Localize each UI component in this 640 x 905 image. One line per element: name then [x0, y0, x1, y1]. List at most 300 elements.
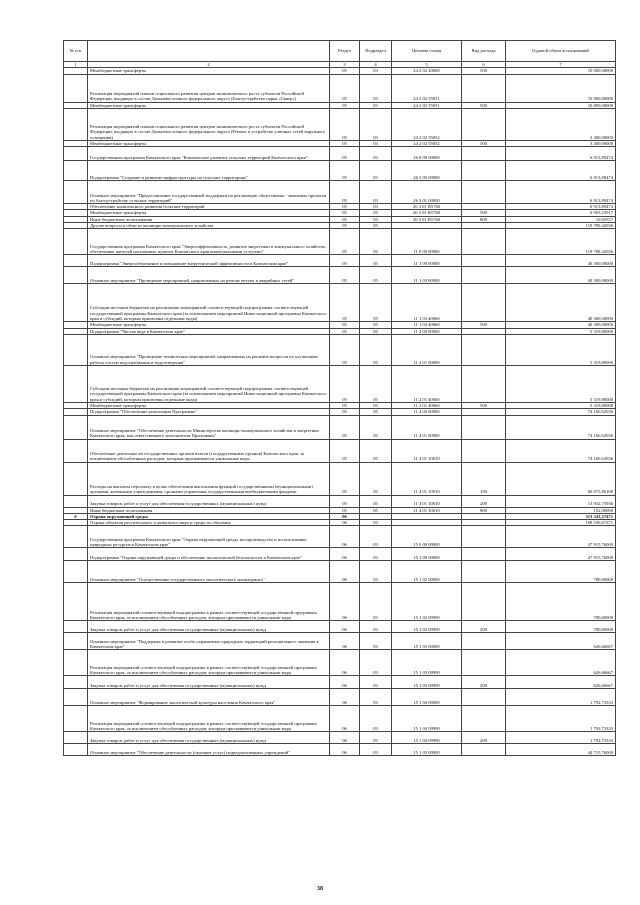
row-name-cell: Межбюджетные трансферты [88, 210, 330, 216]
row-razdel-cell: 05 [330, 409, 360, 415]
row-target-article-cell: 15 1 04 09990 [392, 706, 462, 732]
row-amount-cell: 10,65557 [506, 216, 616, 222]
row-target-article-cell: 24 2 02 55052 [392, 140, 462, 146]
row-expense-type-cell [462, 284, 506, 322]
column-index: 1 [64, 62, 88, 68]
row-amount-cell: 60 075,86100 [506, 462, 616, 495]
row-razdel-cell: 05 [330, 334, 360, 365]
row-name-cell: Реализация мероприятий планов социального развития центров экономического роста субъектов Российской Федерации, входящих в состав Дальневосточного федерального округа (Ремонт и устройство уличных сетей наружного освещения) [88, 108, 330, 140]
row-razdel-cell: 05 [330, 365, 360, 402]
row-amount-cell: 626,66667 [506, 676, 616, 689]
table-row [64, 548, 616, 561]
row-expense-type-cell [462, 181, 506, 204]
page-number: 38 [317, 886, 323, 892]
row-target-article-cell: 11 1 03 40060 [392, 284, 462, 322]
row-amount-cell: 3 400,00000 [506, 108, 616, 140]
row-razdel-cell: 05 [330, 147, 360, 161]
row-target-article-cell: 24 2 02 55051 [392, 74, 462, 102]
row-amount-cell: 10 000,00000 [506, 68, 616, 74]
row-podrazdel-cell: 05 [360, 223, 392, 229]
row-target-article-cell: 15 1 04 00000 [392, 689, 462, 706]
table-row [64, 74, 616, 102]
row-target-article-cell: 11 4 01 10010 [392, 439, 462, 462]
row-razdel-cell: 06 [330, 561, 360, 583]
row-razdel-cell: 05 [330, 229, 360, 255]
table-row [64, 147, 616, 161]
row-name-cell: Основное мероприятие "Обеспечение деятельности (оказание услуг) подведомственных учреждений" [88, 744, 330, 756]
row-name-cell: Реализация мероприятий соответствующей подпрограммы в рамках соответствующей государственной программы Камчатского края, за исключением обособленных расходов, которым присваиваются уникальные коды [88, 650, 330, 676]
table-row [64, 526, 616, 548]
row-number-cell [64, 583, 88, 621]
column-index: 6 [462, 62, 506, 68]
row-podrazdel-cell: 03 [360, 147, 392, 161]
row-expense-type-cell [462, 267, 506, 284]
row-number-cell [64, 744, 88, 756]
row-number-cell [64, 650, 88, 676]
table-row [64, 439, 616, 462]
row-expense-type-cell [462, 147, 506, 161]
row-expense-type-cell: 500 [462, 210, 506, 216]
row-number-cell [64, 255, 88, 267]
row-razdel-cell: 05 [330, 402, 360, 408]
row-podrazdel-cell: 03 [360, 181, 392, 204]
budget-table [63, 40, 616, 756]
row-podrazdel-cell: 03 [360, 204, 392, 210]
row-name-cell: Охрана окружающей среды [88, 513, 330, 519]
row-number-cell [64, 495, 88, 507]
row-number-cell [64, 334, 88, 365]
row-amount-cell: 40 300,00000 [506, 255, 616, 267]
row-target-article-cell: 11 4 01 10010 [392, 495, 462, 507]
row-expense-type-cell [462, 108, 506, 140]
row-name-cell: Межбюджетные трансферты [88, 102, 330, 108]
row-target-article-cell: 26 3 01 00000 [392, 181, 462, 204]
row-target-article-cell: 15 1 00 00000 [392, 548, 462, 561]
row-razdel-cell: 05 [330, 161, 360, 181]
row-amount-cell: 313 343,37471 [506, 513, 616, 519]
table-row [64, 561, 616, 583]
row-number-cell [64, 108, 88, 140]
row-podrazdel-cell: 03 [360, 583, 392, 621]
row-name-cell: Межбюджетные трансферты [88, 402, 330, 408]
row-amount-cell: 1 792,73333 [506, 689, 616, 706]
row-amount-cell: 119 780,42036 [506, 229, 616, 255]
row-expense-type-cell: 500 [462, 322, 506, 328]
row-number-cell [64, 676, 88, 689]
row-number-cell [64, 689, 88, 706]
table-row [64, 462, 616, 495]
row-name-cell: Реализация мероприятий планов социального развития центров экономического роста субъектов Российской Федерации, входящих в состав Дальневосточного федерального округа (Благоустройство парка «Сквер») [88, 74, 330, 102]
table-row [64, 495, 616, 507]
row-podrazdel-cell: 03 [360, 216, 392, 222]
row-number-cell [64, 561, 88, 583]
row-razdel-cell: 06 [330, 633, 360, 650]
row-razdel-cell: 06 [330, 676, 360, 689]
row-amount-cell: 74 160,62036 [506, 415, 616, 439]
row-razdel-cell: 05 [330, 102, 360, 108]
table-row [64, 633, 616, 650]
row-razdel-cell: 05 [330, 204, 360, 210]
table-row [64, 255, 616, 267]
row-target-article-cell: 24 2 02 55052 [392, 108, 462, 140]
row-razdel-cell: 05 [330, 255, 360, 267]
row-name-cell: Закупка товаров, работ и услуг для обеспечения государственных (муниципальных) нужд [88, 732, 330, 744]
row-razdel-cell: 06 [330, 526, 360, 548]
table-row [64, 267, 616, 284]
row-target-article-cell: 26 3 00 00000 [392, 161, 462, 181]
row-amount-cell: 47 915,76000 [506, 548, 616, 561]
row-name-cell: Межбюджетные трансферты [88, 322, 330, 328]
row-target-article-cell: 24 2 02 40060 [392, 68, 462, 74]
row-razdel-cell: 06 [330, 744, 360, 756]
row-podrazdel-cell: 03 [360, 561, 392, 583]
row-name-cell: Межбюджетные трансферты [88, 68, 330, 74]
row-podrazdel-cell: 03 [360, 520, 392, 526]
header-target-article: Целевая статья [392, 41, 462, 62]
row-amount-cell: 13 932,75936 [506, 495, 616, 507]
row-name-cell: Государственная программа Камчатского края "Охрана окружающей среды, воспроизводство и использование природных ресурсов в Камчатском крае" [88, 526, 330, 548]
row-podrazdel-cell: 03 [360, 732, 392, 744]
row-razdel-cell: 05 [330, 507, 360, 513]
row-podrazdel-cell: 03 [360, 161, 392, 181]
row-number-cell [64, 365, 88, 402]
row-target-article-cell: 26 3 01 R5760 [392, 204, 462, 210]
table-row [64, 706, 616, 732]
row-amount-cell: 10 800,00000 [506, 74, 616, 102]
row-podrazdel-cell: 03 [360, 68, 392, 74]
row-razdel-cell: 05 [330, 140, 360, 146]
row-number-cell [64, 229, 88, 255]
row-expense-type-cell [462, 229, 506, 255]
header-annual-volume: Годовой объем ассигнований [506, 41, 616, 62]
row-amount-cell: 6 913,89474 [506, 181, 616, 204]
row-razdel-cell: 06 [330, 520, 360, 526]
row-podrazdel-cell: 05 [360, 402, 392, 408]
row-target-article-cell: 11 0 00 00000 [392, 229, 462, 255]
row-amount-cell: 74 160,62036 [506, 439, 616, 462]
row-name-cell: Основное мероприятие "Проведение мероприятий, направленных на ремонт ветхих и аварийных сетей" [88, 267, 330, 284]
row-target-article-cell: 15 1 04 09990 [392, 732, 462, 744]
table-row [64, 229, 616, 255]
row-amount-cell: 74 160,62036 [506, 409, 616, 415]
row-name-cell: Расходы на выплаты персоналу в целях обеспечения выполнения функций государственными (муниципальными) органами, казенными учреждениями, органами управления государственными внебюджетными фондами [88, 462, 330, 495]
row-number-cell [64, 284, 88, 322]
row-amount-cell: 626,66667 [506, 650, 616, 676]
row-amount-cell: 1 792,73333 [506, 732, 616, 744]
row-razdel-cell: 05 [330, 495, 360, 507]
row-number-cell [64, 267, 88, 284]
row-name-cell: Реализация мероприятий соответствующей подпрограммы в рамках соответствующей государственной программы Камчатского края, за исключением обособленных расходов, которым присваиваются уникальные коды [88, 706, 330, 732]
row-expense-type-cell [462, 633, 506, 650]
row-podrazdel-cell: 05 [360, 365, 392, 402]
row-name-cell: Основное мероприятие "Осуществление государственного экологического мониторинга" [88, 561, 330, 583]
row-amount-cell: 6 903,23917 [506, 210, 616, 216]
row-razdel-cell: 05 [330, 223, 360, 229]
row-name-cell: Иные бюджетные ассигнования [88, 216, 330, 222]
row-expense-type-cell [462, 255, 506, 267]
row-expense-type-cell [462, 415, 506, 439]
row-target-article-cell: 11 1 03 00000 [392, 267, 462, 284]
row-razdel-cell: 05 [330, 68, 360, 74]
row-podrazdel-cell: 03 [360, 633, 392, 650]
row-target-article-cell: 11 4 00 00000 [392, 409, 462, 415]
row-name-cell: Закупка товаров, работ и услуг для обеспечения государственных (муниципальных) нужд [88, 495, 330, 507]
row-number-cell [64, 732, 88, 744]
row-target-article-cell: 11 1 00 00000 [392, 255, 462, 267]
row-razdel-cell: 05 [330, 267, 360, 284]
row-razdel-cell: 06 [330, 548, 360, 561]
row-razdel-cell: 06 [330, 732, 360, 744]
row-podrazdel-cell: 05 [360, 334, 392, 365]
table-header-row [64, 41, 616, 62]
row-podrazdel-cell: 05 [360, 495, 392, 507]
header-podrazdel: Подраздел [360, 41, 392, 62]
row-podrazdel-cell: 05 [360, 267, 392, 284]
row-podrazdel-cell: 05 [360, 409, 392, 415]
row-amount-cell: 40 300,00000 [506, 267, 616, 284]
row-razdel-cell: 05 [330, 462, 360, 495]
row-target-article-cell: 15 1 02 09990 [392, 583, 462, 621]
header-num: № п/п [64, 41, 88, 62]
row-razdel-cell: 05 [330, 108, 360, 140]
row-name-cell: Закупка товаров, работ и услуг для обеспечения государственных (муниципальных) нужд [88, 676, 330, 689]
row-expense-type-cell: 200 [462, 732, 506, 744]
column-index: 4 [360, 62, 392, 68]
row-name-cell: Основное мероприятие "Обеспечение деятельности Министерства жилищно-коммунального хозяйства и энергетики Камчатского края, как ответственного исполнителя Программы" [88, 415, 330, 439]
row-podrazdel-cell: 05 [360, 507, 392, 513]
row-expense-type-cell [462, 561, 506, 583]
row-expense-type-cell: 200 [462, 621, 506, 633]
row-number-cell [64, 147, 88, 161]
row-razdel-cell: 05 [330, 328, 360, 334]
row-target-article-cell: 11 2 01 00000 [392, 334, 462, 365]
row-podrazdel-cell: 05 [360, 439, 392, 462]
table-row [64, 365, 616, 402]
row-amount-cell: 5 319,80000 [506, 365, 616, 402]
row-expense-type-cell [462, 161, 506, 181]
row-name-cell: Обеспечение деятельности государственных органов власти (государственных органов) Камчатского края, за исключением обособленных расходов, которым присваиваются уникальные коды [88, 439, 330, 462]
row-razdel-cell: 06 [330, 689, 360, 706]
row-target-article-cell: 26 0 00 00000 [392, 147, 462, 161]
row-amount-cell: 44 715,76000 [506, 744, 616, 756]
row-expense-type-cell [462, 74, 506, 102]
row-expense-type-cell: 100 [462, 462, 506, 495]
row-podrazdel-cell: 03 [360, 108, 392, 140]
row-amount-cell: 6 913,89474 [506, 161, 616, 181]
row-target-article-cell: 11 4 01 00000 [392, 415, 462, 439]
row-name-cell: Обеспечение комплексного развития сельских территорий [88, 204, 330, 210]
table-row [64, 650, 616, 676]
row-name-cell: Основное мероприятие "Проведение технических мероприятий, направленных на решение вопросов по улучшению работы систем водоснабжения и водоотведения" [88, 334, 330, 365]
row-number-cell [64, 462, 88, 495]
row-amount-cell: 780,60000 [506, 621, 616, 633]
row-amount-cell: 5 319,80000 [506, 402, 616, 408]
row-amount-cell: 1 792,73333 [506, 706, 616, 732]
row-name-cell: Подпрограмма "Чистая вода в Камчатском крае" [88, 328, 330, 334]
row-razdel-cell: 05 [330, 74, 360, 102]
row-razdel-cell: 06 [330, 621, 360, 633]
row-podrazdel-cell: 03 [360, 74, 392, 102]
row-razdel-cell: 06 [330, 513, 360, 519]
table-row [64, 334, 616, 365]
header-razdel: Раздел [330, 41, 360, 62]
row-name-cell: Государственная программа Камчатского края "Энергоэффективность, развитие энергетики и коммунального хозяйства, обеспечение жителей населенных пунктов Камчатского края коммунальными услугами" [88, 229, 330, 255]
row-expense-type-cell [462, 548, 506, 561]
row-target-article-cell: 15 1 03 09990 [392, 650, 462, 676]
row-number-cell [64, 415, 88, 439]
row-number-cell [64, 548, 88, 561]
row-target-article-cell: 15 1 05 00000 [392, 744, 462, 756]
row-amount-cell: 40 300,00000 [506, 322, 616, 328]
row-expense-type-cell [462, 706, 506, 732]
row-name-cell: Подпрограмма "Энергосбережение и повышение энергетической эффективности в Камчатском крае" [88, 255, 330, 267]
row-name-cell: Другие вопросы в области жилищно-коммунального хозяйства [88, 223, 330, 229]
row-amount-cell: 6 913,89474 [506, 147, 616, 161]
row-amount-cell: 119 780,42036 [506, 223, 616, 229]
row-amount-cell: 40 300,00000 [506, 284, 616, 322]
row-amount-cell: 10 800,00000 [506, 102, 616, 108]
row-podrazdel-cell: 03 [360, 210, 392, 216]
row-name-cell: Иные бюджетные ассигнования [88, 507, 330, 513]
table-row [64, 676, 616, 689]
row-expense-type-cell: 500 [462, 140, 506, 146]
table-body [64, 68, 616, 756]
row-number-cell [64, 439, 88, 462]
row-podrazdel-cell: 03 [360, 706, 392, 732]
table-row [64, 415, 616, 439]
row-amount-cell: 780,60000 [506, 583, 616, 621]
row-amount-cell: 152,00000 [506, 507, 616, 513]
row-target-article-cell: 11 2 00 00000 [392, 328, 462, 334]
table-row [64, 621, 616, 633]
row-target-article-cell: 24 2 02 55051 [392, 102, 462, 108]
row-podrazdel-cell: 03 [360, 676, 392, 689]
row-target-article-cell: 26 3 01 R5760 [392, 216, 462, 222]
column-index: 7 [506, 62, 616, 68]
row-name-cell: Подпрограмма "Обеспечение реализации Программы" [88, 409, 330, 415]
row-podrazdel-cell: 03 [360, 744, 392, 756]
table-row [64, 732, 616, 744]
row-razdel-cell: 06 [330, 706, 360, 732]
row-amount-cell: 3 400,00000 [506, 140, 616, 146]
row-name-cell: Основное мероприятие "Поддержка и развитие особо охраняемых природных территорий регионального значения в Камчатском крае" [88, 633, 330, 650]
header-expense-type: Вид расхода [462, 41, 506, 62]
row-target-article-cell: 15 1 02 00000 [392, 561, 462, 583]
row-name-cell: Субсидии местным бюджетам на реализацию мероприятий соответствующей подпрограммы соответствующей государственной программы Камчатского края (за исключением мероприятий Инвестиционной программы Камчатского края и субсидий, которым присвоены отдельные коды) [88, 284, 330, 322]
row-number-cell [64, 633, 88, 650]
row-podrazdel-cell: 03 [360, 526, 392, 548]
row-podrazdel-cell: 03 [360, 140, 392, 146]
row-expense-type-cell: 500 [462, 68, 506, 74]
row-amount-cell: 780,60000 [506, 561, 616, 583]
row-razdel-cell: 05 [330, 284, 360, 322]
table-row [64, 161, 616, 181]
row-podrazdel-cell: 03 [360, 650, 392, 676]
row-razdel-cell: 06 [330, 583, 360, 621]
row-expense-type-cell [462, 526, 506, 548]
row-expense-type-cell: 200 [462, 676, 506, 689]
row-podrazdel-cell: 03 [360, 548, 392, 561]
column-index: 2 [88, 62, 330, 68]
row-name-cell: Подпрограмма "Охрана окружающей среды и обеспечение экологической безопасности в Камчатском крае" [88, 548, 330, 561]
row-podrazdel-cell: 05 [360, 229, 392, 255]
row-number-cell [64, 161, 88, 181]
row-name-cell: Охрана объектов растительного и животного мира и среды их обитания [88, 520, 330, 526]
row-target-article-cell: 11 2 01 40060 [392, 402, 462, 408]
column-index: 5 [392, 62, 462, 68]
row-razdel-cell: 05 [330, 439, 360, 462]
row-expense-type-cell [462, 744, 506, 756]
row-number-cell [64, 74, 88, 102]
row-podrazdel-cell: 05 [360, 415, 392, 439]
row-podrazdel-cell: 05 [360, 322, 392, 328]
row-target-article-cell: 15 0 00 00000 [392, 526, 462, 548]
row-expense-type-cell [462, 334, 506, 365]
row-name-cell: Подпрограмма "Создание и развитие инфраструктуры на сельских территориях" [88, 161, 330, 181]
row-razdel-cell: 06 [330, 650, 360, 676]
row-amount-cell: 5 319,80000 [506, 334, 616, 365]
header-name [88, 41, 330, 62]
row-name-cell: Государственная программа Камчатского края "Комплексное развитие сельских территорий Камчатского края" [88, 147, 330, 161]
row-razdel-cell: 05 [330, 216, 360, 222]
row-amount-cell: 108 536,67271 [506, 520, 616, 526]
table-row [64, 108, 616, 140]
row-podrazdel-cell: 05 [360, 255, 392, 267]
row-name-cell: Основное мероприятие "Формирование экологической культуры населения Камчатского края" [88, 689, 330, 706]
row-target-article-cell: 26 3 01 R5760 [392, 210, 462, 216]
table-row [64, 583, 616, 621]
row-target-article-cell: 11 4 01 10010 [392, 462, 462, 495]
row-number-cell [64, 621, 88, 633]
row-name-cell: Субсидии местным бюджетам на реализацию мероприятий соответствующей подпрограммы соответствующей государственной программы Камчатского края (за исключением мероприятий Инвестиционной программы Камчатского края и субсидий, которым присвоены отдельные коды) [88, 365, 330, 402]
row-target-article-cell: 15 1 03 00000 [392, 633, 462, 650]
table-row [64, 689, 616, 706]
row-target-article-cell: 11 1 03 40060 [392, 322, 462, 328]
row-number-cell [64, 706, 88, 732]
row-target-article-cell: 15 1 03 09990 [392, 676, 462, 689]
row-name-cell: Закупка товаров, работ и услуг для обеспечения государственных (муниципальных) нужд [88, 621, 330, 633]
row-number-cell [64, 526, 88, 548]
row-expense-type-cell [462, 689, 506, 706]
row-expense-type-cell: 800 [462, 216, 506, 222]
row-name-cell: Основное мероприятие "Предоставление государственной поддержки на реализацию общественно - значимых проектов по благоустройству сельских территорий" [88, 181, 330, 204]
row-expense-type-cell: 200 [462, 495, 506, 507]
row-podrazdel-cell: 03 [360, 102, 392, 108]
row-number-cell [64, 181, 88, 204]
row-amount-cell: 47 915,76000 [506, 526, 616, 548]
row-name-cell: Реализация мероприятий соответствующей подпрограммы в рамках соответствующей государственной программы Камчатского края, за исключением обособленных расходов, которым присваиваются уникальные коды [88, 583, 330, 621]
table-row [64, 284, 616, 322]
row-expense-type-cell: 800 [462, 507, 506, 513]
row-expense-type-cell [462, 439, 506, 462]
row-podrazdel-cell: 05 [360, 328, 392, 334]
row-razdel-cell: 05 [330, 181, 360, 204]
row-name-cell: Межбюджетные трансферты [88, 140, 330, 146]
row-podrazdel-cell: 05 [360, 284, 392, 322]
row-target-article-cell: 11 4 01 10010 [392, 507, 462, 513]
row-amount-cell: 626,66667 [506, 633, 616, 650]
row-amount-cell: 6 913,89474 [506, 204, 616, 210]
row-expense-type-cell [462, 650, 506, 676]
row-expense-type-cell: 500 [462, 102, 506, 108]
row-podrazdel-cell: 03 [360, 689, 392, 706]
table-row [64, 744, 616, 756]
row-number-cell: 6 [64, 513, 88, 519]
table-row [64, 181, 616, 204]
row-razdel-cell: 05 [330, 322, 360, 328]
row-target-article-cell: 11 2 01 40060 [392, 365, 462, 402]
row-expense-type-cell [462, 583, 506, 621]
